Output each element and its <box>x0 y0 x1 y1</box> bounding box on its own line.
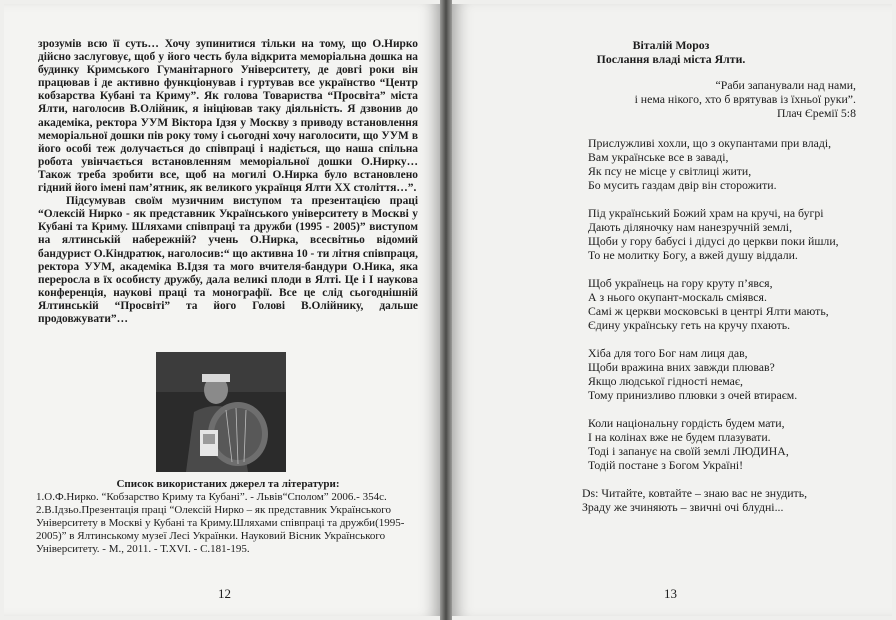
poem-line: Дають діляночку нам нанезручній землі, <box>588 220 793 234</box>
poem-line: Хіба для того Бог нам лиця дав, <box>588 346 748 360</box>
poem-line: Вам українське все в заваді, <box>588 150 729 164</box>
poem-title: Послання владі міста Ялти. <box>596 52 746 66</box>
poem-line: Бо мусить газдам двір він сторожити. <box>588 178 777 192</box>
paragraph-1: зрозумів всю її суть… Хочу зупинитися тільки на тому, що О.Нирко дійсно заслуговує, щоб у його честь була відкрита меморіальна дошка на будинку Кримського Гуманітарного Університету, де довгі роки він працював і де активно функціонував і гуртував все українство “Центр кобзарства Кубані та Криму”. Як голова Товариства “Просвіта” міста Ялти, наголосив В.Олійник, я ініціював таку діяльність. Я дзвонив до академіка, ректора УУМ Віктора Ідзя у Москву з приводу встановлення меморіальної дошки пів року тому і сьогодні хочу наголосити, що УУМ в його особі теж долучається до співпраці і надіється, що наша спільна робота увінчається встановленням меморіальної дошки О.Нирку… Також треба зробити все, щоб на могилі О.Нирка було встановлено гідний його імені пам’ятник, як великого українця Ялти ХХ століття…”. <box>38 38 418 195</box>
reference-1: 1.О.Ф.Нирко. “Кобзарство Криму та Кубані”. - Львів“Сполом” 2006.- 354с. <box>36 491 387 503</box>
poem-line: Як псу не місце у світлиці жити, <box>588 164 752 178</box>
poem-line: А з нього окупант-москаль сміявся. <box>588 290 767 304</box>
epigraph-line: “Раби запанували над нами, <box>715 78 856 92</box>
poem-line: То не молитку Богу, а вжей душу віддали. <box>588 248 798 262</box>
references <box>36 478 420 556</box>
epigraph <box>480 78 862 120</box>
references-title: Список використаних джерел та літератури: <box>116 478 340 490</box>
stanza-5 <box>588 416 862 472</box>
poem-line: Прислужливі хохли, що з окупантами при владі, <box>588 136 832 150</box>
photo-bandurist <box>156 352 286 472</box>
stanza-3 <box>588 276 862 332</box>
poem-line: Тому принизливо плювки з очей втираєм. <box>588 388 798 402</box>
epigraph-source: Плач Єремії 5:8 <box>776 106 856 120</box>
book-gutter <box>440 0 452 620</box>
poem-line: Єдину українську геть на кручу пхають. <box>588 318 791 332</box>
poem-line: Щоби у гору бабусі і дідусі до церкви поки йшли, <box>588 234 839 248</box>
poem-line: Щоб українець на гору круту п’явся, <box>588 276 773 290</box>
poem-line: І на колінах вже не будем плазувати. <box>588 430 771 444</box>
poem-line: Під український Божий храм на кручі, на бугрі <box>588 206 824 220</box>
poem-line: Тоді і запанує на своїй землі ЛЮДИНА, <box>588 444 789 458</box>
paragraph-2: Підсумував своїм музичним виступом та презентацією праці “Олексій Нирко - як представник Українського університету в Москві у Кубані та Криму. Шляхами співпраці та дружби (1995 - 2005)” виступом на ялтинській набережній? учень О.Нирка, всесвітньо відомий бандурист О.Кіндратюк, наголосив:“ що активна 10 - ти літня співпраця, ректора УУМ, академіка В.Ідзя та мого вчителя-бандури О.Ника, яка переросла в їх особисту дружбу, дала великі плоди в Ялті. Це і І наукова конференція, наукові праці та монографії. Все це слід сьогоднішній Ялтинській “Просвіті” та його Голові В.Олійнику, дальше продовжувати”… <box>38 195 418 325</box>
poem-line: Тодій постане з Богом Україні! <box>588 458 744 472</box>
poem-stanzas <box>480 136 862 514</box>
stanza-4 <box>588 346 862 402</box>
poem-line: Щоби вражина вних завжди плював? <box>588 360 775 374</box>
right-page-body <box>480 38 862 528</box>
poem-line: Коли національну гордість будем мати, <box>588 416 785 430</box>
poem-line: Якщо людської гідності немає, <box>588 374 743 388</box>
stanza-1 <box>588 136 862 192</box>
postscript <box>582 486 862 514</box>
poem-line: Ds: Читайте, ковтайте – знаю вас не знудить, <box>582 486 808 500</box>
page-number-right: 13 <box>664 586 677 601</box>
epigraph-line: і нема нікого, хто б врятував із їхньої руки”. <box>634 92 856 106</box>
page-number-left: 12 <box>218 586 231 601</box>
poem-line: Самі ж церкви московські в центрі Ялти мають, <box>588 304 829 318</box>
stanza-2 <box>588 206 862 262</box>
left-page-body <box>38 38 418 326</box>
reference-2: 2.В.Ідзьо.Презентація праці “Олексій Нирко – як представник Українського Університету в Москві у Кубані та Криму.Шляхами співпраці та дружби(1995-2005)” в Ялтинському музеї Лесі Українки. Науковий Вісник Українського Університету. - М., 2011. - Т.XVI. - С.181-195. <box>36 504 405 555</box>
bandurist-photo-icon <box>156 352 286 472</box>
poem-author: Віталій Мороз <box>632 38 710 52</box>
poem-line: Зраду же зчиняють – звичні очі блудні... <box>582 500 784 514</box>
